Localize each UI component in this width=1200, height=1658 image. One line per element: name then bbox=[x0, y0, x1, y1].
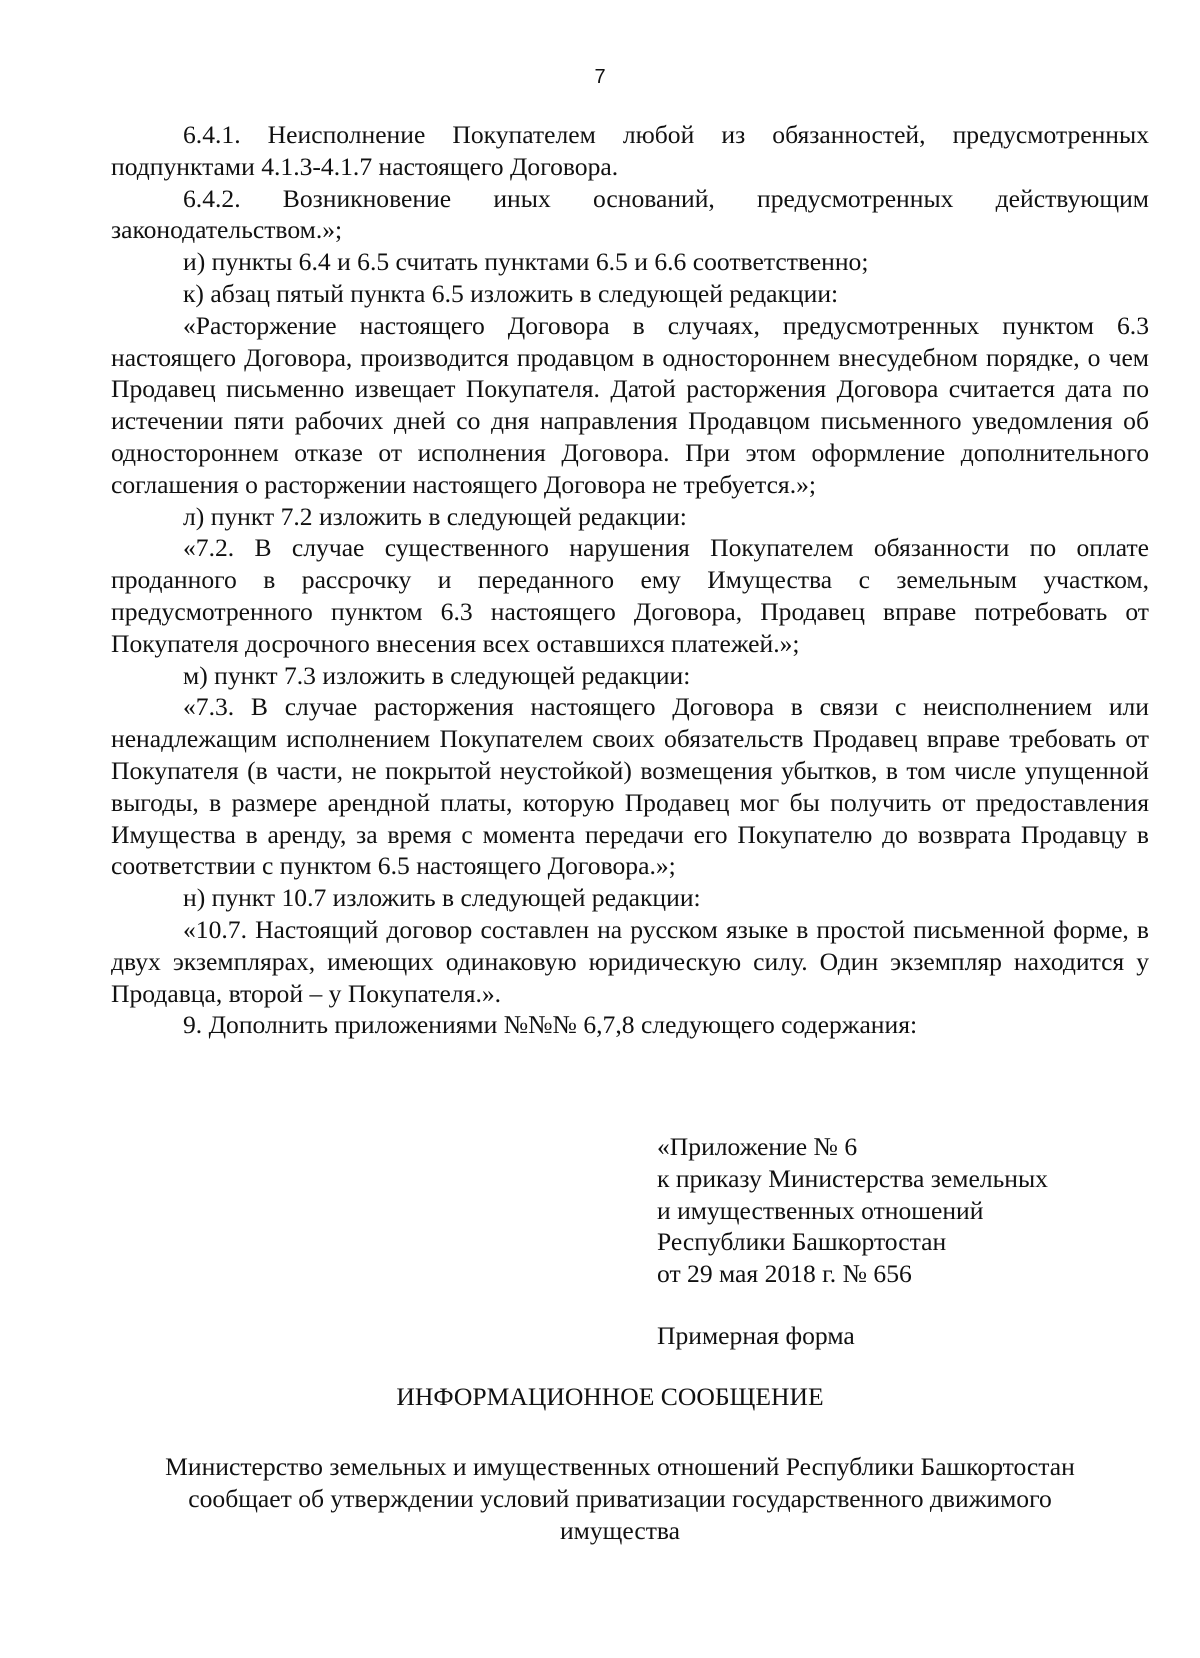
paragraph-6-4-1: 6.4.1. Неисполнение Покупателем любой из обязанностей, предусмотренных подпунктами 4.1.3-4.1.7 настоящего Договора. bbox=[111, 120, 1149, 181]
appendix-line: к приказу Министерства земельных bbox=[657, 1163, 1048, 1193]
page-number: 7 bbox=[594, 66, 606, 88]
paragraph-item-i: и) пункты 6.4 и 6.5 считать пунктами 6.5 и 6.6 соответственно; bbox=[183, 247, 869, 277]
paragraph-clause-10-7: «10.7. Настоящий договор составлен на русском языке в простой письменной форме, в двух экземплярах, имеющих одинаковую юридическую силу. Один экземпляр находится у Продавца, второй – у Покупателя.». bbox=[111, 914, 1149, 1008]
paragraph-termination-clause: «Расторжение настоящего Договора в случаях, предусмотренных пунктом 6.3 настоящего Договора, производится продавцом в одностороннем внесудебном порядке, о чем Продавец письменно извещает Покупателя. Датой расторжения Договора считается дата по истечении пяти рабочих дней со дня направления Продавцом письменного уведомления об одностороннем отказе от исполнения Договора. При этом оформление дополнительного соглашения о расторжении настоящего Договора не требуется.»; bbox=[111, 310, 1149, 499]
paragraph-item-m: м) пункт 7.3 изложить в следующей редакции: bbox=[183, 660, 691, 690]
document-heading: ИНФОРМАЦИОННОЕ СООБЩЕНИЕ bbox=[396, 1382, 824, 1411]
appendix-line: и имущественных отношений bbox=[657, 1195, 984, 1225]
appendix-line: Республики Башкортостан bbox=[657, 1227, 947, 1257]
appendix-line: от 29 мая 2018 г. № 656 bbox=[657, 1259, 912, 1289]
appendix-line: «Приложение № 6 bbox=[657, 1132, 858, 1161]
paragraph-item-n: н) пункт 10.7 изложить в следующей редакции: bbox=[183, 883, 701, 913]
paragraph-6-4-2: 6.4.2. Возникновение иных оснований, предусмотренных действующим законодательством.»; bbox=[111, 183, 1149, 245]
appendix-header bbox=[657, 1131, 1177, 1290]
paragraph-item-9: 9. Дополнить приложениями №№№ 6,7,8 следующего содержания: bbox=[183, 1010, 918, 1040]
document-body bbox=[111, 119, 1149, 1041]
paragraph-clause-7-2: «7.2. В случае существенного нарушения Покупателем обязанности по оплате проданного в рассрочку и переданного ему Имущества с земельным участком, предусмотренного пунктом 6.3 настоящего Договора, Продавец вправе потребовать от Покупателя досрочного внесения всех оставшихся платежей.»; bbox=[111, 533, 1149, 658]
paragraph-clause-7-3: «7.3. В случае расторжения настоящего Договора в связи с неисполнением или ненадлежащим исполнением Покупателем своих обязательств Продавец вправе требовать от Покупателя (в части, не покрытой неустойкой) возмещения убытков, в том числе упущенной выгоды, в размере арендной платы, которую Продавец мог бы получить от предоставления Имущества в аренду, за время с момента передачи его Покупателю до возврата Продавцу в соответствии с пунктом 6.5 настоящего Договора.»; bbox=[111, 692, 1149, 881]
notice-text: Министерство земельных и имущественных отношений Республики Башкортостан сообщает об утверждении условий приватизации государственного движимого имущества bbox=[165, 1452, 1075, 1545]
paragraph-item-l: л) пункт 7.2 изложить в следующей редакции: bbox=[183, 501, 687, 531]
paragraph-item-k: к) абзац пятый пункта 6.5 изложить в следующей редакции: bbox=[183, 278, 839, 308]
sample-form-label: Примерная форма bbox=[657, 1321, 855, 1350]
